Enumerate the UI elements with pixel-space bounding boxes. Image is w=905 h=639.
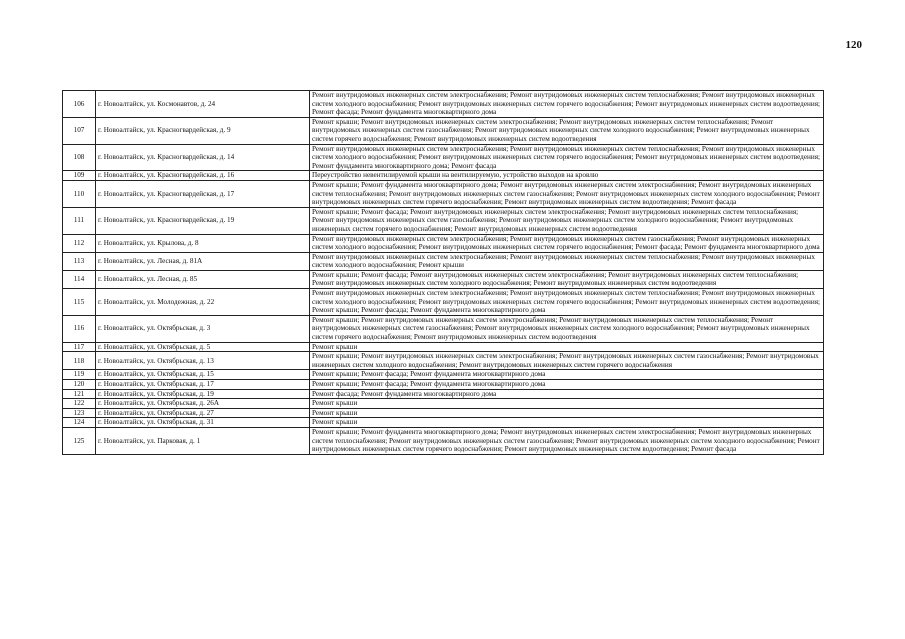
works-cell: Ремонт крыши; Ремонт фасада; Ремонт внутридомовых инженерных систем электроснабжения; Ремонт внутридомовых инженерных систем теплоснабжения; Ремонт внутридомовых инженерных систем газоснабжения; Ремонт внутридомовых инженерных систем холодного водоснабжения; Ремонт внутридомовых инженерных систем горячего водоснабжения; Ремонт внутридомовых инженерных систем водоотведения [310,207,824,234]
address-cell: г. Новоалтайск, ул. Красногвардейская, д. 19 [96,207,310,234]
address-cell: г. Новоалтайск, ул. Красногвардейская, д. 17 [96,180,310,207]
row-number-cell: 106 [63,91,96,118]
works-cell: Ремонт крыши; Ремонт фундамента многоквартирного дома; Ремонт внутридомовых инженерных систем электроснабжения; Ремонт внутридомовых инженерных систем теплоснабжения; Ремонт внутридомовых инженерных систем газоснабжения; Ремонт внутридомовых инженерных систем холодного водоснабжения; Ремонт внутридомовых инженерных систем горячего водоснабжения; Ремонт внутридомовых инженерных систем водоотведения; Ремонт фасада [310,180,824,207]
table-row [63,418,824,428]
table-row [63,252,824,270]
table-row [63,289,824,316]
table-row [63,370,824,380]
row-number-cell: 108 [63,144,96,171]
works-cell: Ремонт крыши [310,399,824,409]
page-number: 120 [845,39,862,51]
works-cell: Ремонт крыши [310,408,824,418]
address-cell: г. Новоалтайск, ул. Крылова, д. 8 [96,234,310,252]
table-row [63,117,824,144]
address-cell: г. Новоалтайск, ул. Космонавтов, д. 24 [96,91,310,118]
table-row [63,352,824,370]
row-number-cell: 120 [63,380,96,390]
works-cell: Ремонт внутридомовых инженерных систем электроснабжения; Ремонт внутридомовых инженерных систем теплоснабжения; Ремонт внутридомовых инженерных систем холодного водоснабжения; Ремонт внутридомовых инженерных систем горячего водоснабжения; Ремонт внутридомовых инженерных систем водоотведения; Ремонт фундамента многоквартирного дома; Ремонт фасада [310,144,824,171]
row-number-cell: 114 [63,270,96,288]
row-number-cell: 123 [63,408,96,418]
row-number-cell: 115 [63,289,96,316]
works-cell: Ремонт крыши; Ремонт внутридомовых инженерных систем электроснабжения; Ремонт внутридомовых инженерных систем теплоснабжения; Ремонт внутридомовых инженерных систем газоснабжения; Ремонт внутридомовых инженерных систем холодного водоснабжения; Ремонт внутридомовых инженерных систем горячего водоснабжения; Ремонт внутридомовых инженерных систем водоотведения [310,117,824,144]
works-cell: Ремонт крыши; Ремонт фундамента многоквартирного дома; Ремонт внутридомовых инженерных систем электроснабжения; Ремонт внутридомовых инженерных систем теплоснабжения; Ремонт внутридомовых инженерных систем газоснабжения; Ремонт внутридомовых инженерных систем холодного водоснабжения; Ремонт внутридомовых инженерных систем горячего водоснабжения; Ремонт внутридомовых инженерных систем водоотведения; Ремонт фасада [310,427,824,454]
address-cell: г. Новоалтайск, ул. Октябрьская, д. 27 [96,408,310,418]
address-cell: г. Новоалтайск, ул. Октябрьская, д. 19 [96,389,310,399]
table-row [63,427,824,454]
works-cell: Ремонт внутридомовых инженерных систем электроснабжения; Ремонт внутридомовых инженерных систем газоснабжения; Ремонт внутридомовых инженерных систем холодного водоснабжения; Ремонт внутридомовых инженерных систем горячего водоснабжения; Ремонт фасада; Ремонт фундамента многоквартирного дома [310,234,824,252]
works-cell: Ремонт внутридомовых инженерных систем электроснабжения; Ремонт внутридомовых инженерных систем теплоснабжения; Ремонт внутридомовых инженерных систем холодного водоснабжения; Ремонт внутридомовых инженерных систем горячего водоснабжения; Ремонт внутридомовых инженерных систем водоотведения; Ремонт крыши; Ремонт фасада; Ремонт фундамента многоквартирного дома [310,289,824,316]
works-cell: Переустройство невентилируемой крыши на вентилируемую, устройство выходов на кровлю [310,171,824,181]
row-number-cell: 121 [63,389,96,399]
address-cell: г. Новоалтайск, ул. Лесная, д. 85 [96,270,310,288]
works-cell: Ремонт внутридомовых инженерных систем электроснабжения; Ремонт внутридомовых инженерных систем теплоснабжения; Ремонт внутридомовых инженерных систем холодного водоснабжения; Ремонт крыши [310,252,824,270]
address-cell: г. Новоалтайск, ул. Октябрьская, д. 26А [96,399,310,409]
row-number-cell: 112 [63,234,96,252]
table-row [63,270,824,288]
works-cell: Ремонт крыши; Ремонт фасада; Ремонт фундамента многоквартирного дома [310,370,824,380]
row-number-cell: 119 [63,370,96,380]
works-cell: Ремонт крыши; Ремонт фасада; Ремонт фундамента многоквартирного дома [310,380,824,390]
works-cell: Ремонт внутридомовых инженерных систем электроснабжения; Ремонт внутридомовых инженерных систем теплоснабжения; Ремонт внутридомовых инженерных систем холодного водоснабжения; Ремонт внутридомовых инженерных систем горячего водоснабжения; Ремонт внутридомовых инженерных систем водоотведения; Ремонт фасада; Ремонт фундамента многоквартирного дома [310,91,824,118]
row-number-cell: 125 [63,427,96,454]
row-number-cell: 111 [63,207,96,234]
row-number-cell: 113 [63,252,96,270]
works-cell: Ремонт фасада; Ремонт фундамента многоквартирного дома [310,389,824,399]
address-cell: г. Новоалтайск, ул. Лесная, д. 81А [96,252,310,270]
row-number-cell: 116 [63,315,96,342]
address-cell: г. Новоалтайск, ул. Красногвардейская, д. 16 [96,171,310,181]
works-cell: Ремонт крыши; Ремонт внутридомовых инженерных систем электроснабжения; Ремонт внутридомовых инженерных систем теплоснабжения; Ремонт внутридомовых инженерных систем газоснабжения; Ремонт внутридомовых инженерных систем холодного водоснабжения; Ремонт внутридомовых инженерных систем горячего водоснабжения; Ремонт внутридомовых инженерных систем водоотведения [310,315,824,342]
table-row [63,408,824,418]
row-number-cell: 110 [63,180,96,207]
address-cell: г. Новоалтайск, ул. Красногвардейская, д. 14 [96,144,310,171]
table-row [63,389,824,399]
address-cell: г. Новоалтайск, ул. Октябрьская, д. 15 [96,370,310,380]
table-row [63,399,824,409]
table-row [63,144,824,171]
row-number-cell: 122 [63,399,96,409]
address-cell: г. Новоалтайск, ул. Молодежная, д. 22 [96,289,310,316]
row-number-cell: 117 [63,342,96,352]
works-cell: Ремонт крыши [310,418,824,428]
table-row [63,234,824,252]
table-row [63,342,824,352]
table-row [63,207,824,234]
table-row [63,91,824,118]
works-cell: Ремонт крыши [310,342,824,352]
address-cell: г. Новоалтайск, ул. Парковая, д. 1 [96,427,310,454]
address-cell: г. Новоалтайск, ул. Октябрьская, д. 31 [96,418,310,428]
table-body [63,91,824,455]
repair-schedule-table [62,90,824,455]
row-number-cell: 118 [63,352,96,370]
address-cell: г. Новоалтайск, ул. Октябрьская, д. 17 [96,380,310,390]
table-row [63,315,824,342]
row-number-cell: 109 [63,171,96,181]
row-number-cell: 107 [63,117,96,144]
table-row [63,380,824,390]
address-cell: г. Новоалтайск, ул. Октябрьская, д. 13 [96,352,310,370]
works-cell: Ремонт крыши; Ремонт внутридомовых инженерных систем электроснабжения; Ремонт внутридомовых инженерных систем газоснабжения; Ремонт внутридомовых инженерных систем холодного водоснабжения; Ремонт внутридомовых инженерных систем горячего водоснабжения [310,352,824,370]
row-number-cell: 124 [63,418,96,428]
table-row [63,180,824,207]
works-cell: Ремонт крыши; Ремонт фасада; Ремонт внутридомовых инженерных систем электроснабжения; Ремонт внутридомовых инженерных систем теплоснабжения; Ремонт внутридомовых инженерных систем холодного водоснабжения; Ремонт внутридомовых инженерных систем водоотведения [310,270,824,288]
address-cell: г. Новоалтайск, ул. Октябрьская, д. 3 [96,315,310,342]
table-row [63,171,824,181]
address-cell: г. Новоалтайск, ул. Красногвардейская, д. 9 [96,117,310,144]
address-cell: г. Новоалтайск, ул. Октябрьская, д. 5 [96,342,310,352]
